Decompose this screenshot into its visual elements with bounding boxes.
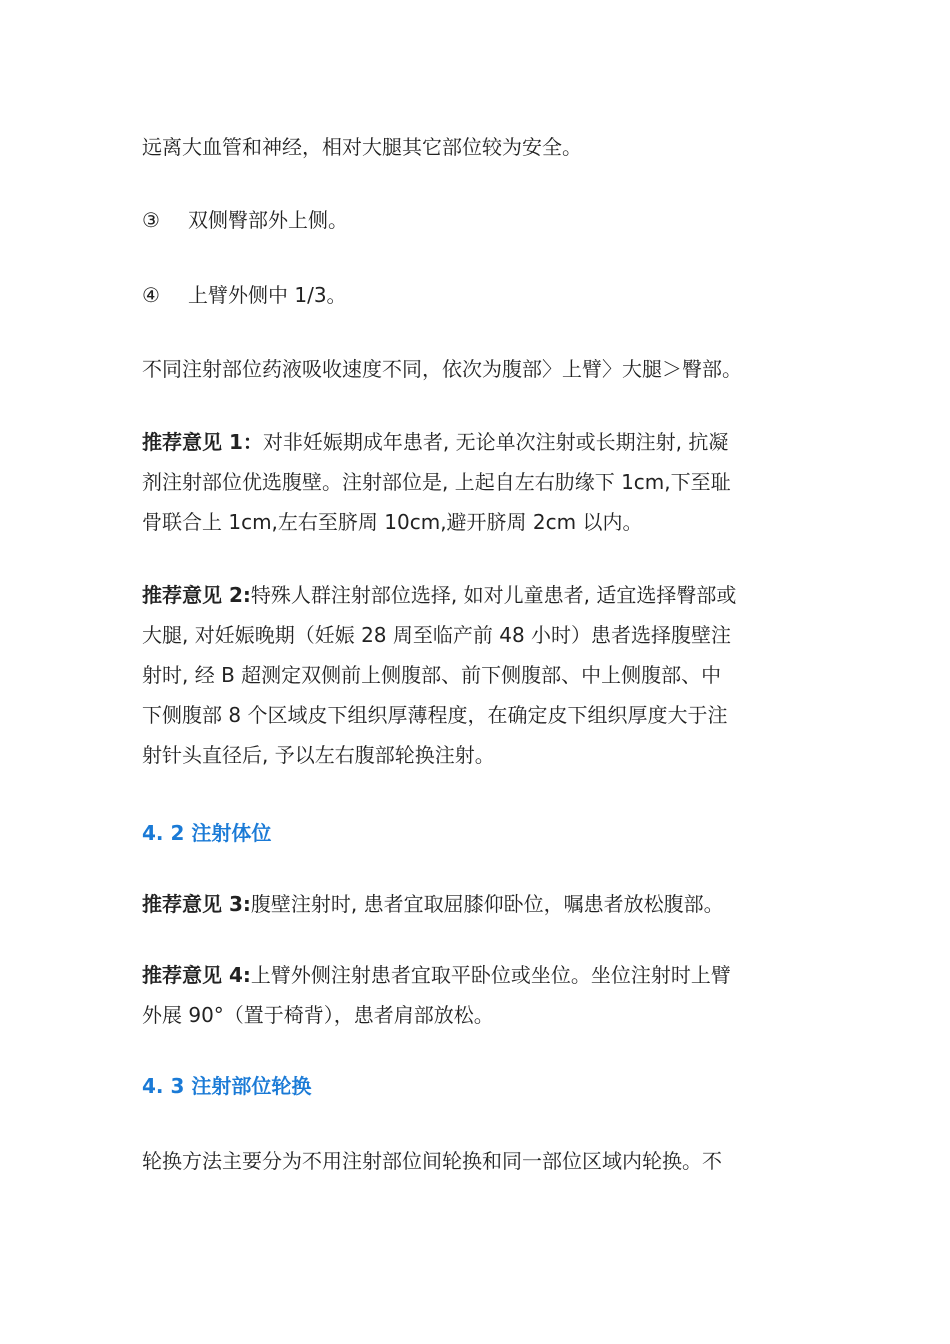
recommendation-label: 推荐意见 4: (142, 963, 251, 987)
paragraph-line: 骨联合上 1cm,左右至脐周 10cm,避开脐周 2cm 以内。 (142, 510, 643, 534)
recommendation-text: 腹壁注射时, 患者宜取屈膝仰卧位，嘱患者放松腹部。 (250, 892, 724, 916)
list-marker: ③ (142, 208, 160, 232)
paragraph-line (142, 422, 822, 462)
list-item-text: 双侧臀部外上侧。 (188, 208, 348, 232)
recommendation-4 (142, 955, 822, 1035)
recommendation-2 (142, 575, 822, 775)
list-item-upper-arm (142, 275, 347, 315)
paragraph-absorption-order (142, 349, 822, 389)
recommendation-text: 上臂外侧注射患者宜取平卧位或坐位。坐位注射时上臂 (250, 963, 731, 987)
paragraph-line: 轮换方法主要分为不用注射部位间轮换和同一部位区域内轮换。不 (142, 1149, 722, 1173)
paragraph-line: 远离大血管和神经，相对大腿其它部位较为安全。 (142, 135, 582, 159)
recommendation-text: 对非妊娠期成年患者, 无论单次注射或长期注射, 抗凝 (262, 430, 729, 454)
paragraph-line: 下侧腹部 8 个区域皮下组织厚薄程度，在确定皮下组织厚度大于注 (142, 703, 728, 727)
list-marker: ④ (142, 283, 160, 307)
list-item-buttock (142, 200, 348, 240)
paragraph-line: 剂注射部位优选腹壁。注射部位是, 上起自左右肋缘下 1cm,下至耻 (142, 470, 731, 494)
paragraph-line: 外展 90°（置于椅背），患者肩部放松。 (142, 1003, 494, 1027)
paragraph-safety-note (142, 127, 822, 167)
paragraph-line: 射针头直径后, 予以左右腹部轮换注射。 (142, 743, 495, 767)
paragraph-rotation-methods (142, 1141, 822, 1181)
paragraph-line (142, 884, 822, 924)
list-item-text: 上臂外侧中 1/3。 (188, 283, 347, 307)
section-heading-site-rotation: 4. 3 注射部位轮换 (142, 1074, 312, 1098)
recommendation-text: 特殊人群注射部位选择, 如对儿童患者, 适宜选择臀部或 (250, 583, 737, 607)
recommendation-label: 推荐意见 2: (142, 583, 251, 607)
paragraph-line: 不同注射部位药液吸收速度不同，依次为腹部〉上臂〉大腿＞臀部。 (142, 357, 742, 381)
recommendation-label: 推荐意见 1： (142, 430, 263, 454)
recommendation-1 (142, 422, 822, 542)
paragraph-line: 射时, 经 B 超测定双侧前上侧腹部、前下侧腹部、中上侧腹部、中 (142, 663, 722, 687)
paragraph-line (142, 955, 822, 995)
paragraph-line (142, 575, 822, 615)
paragraph-line: 大腿, 对妊娠晚期（妊娠 28 周至临产前 48 小时）患者选择腹壁注 (142, 623, 732, 647)
section-heading-injection-position: 4. 2 注射体位 (142, 821, 272, 845)
recommendation-label: 推荐意见 3: (142, 892, 251, 916)
recommendation-3 (142, 884, 822, 924)
